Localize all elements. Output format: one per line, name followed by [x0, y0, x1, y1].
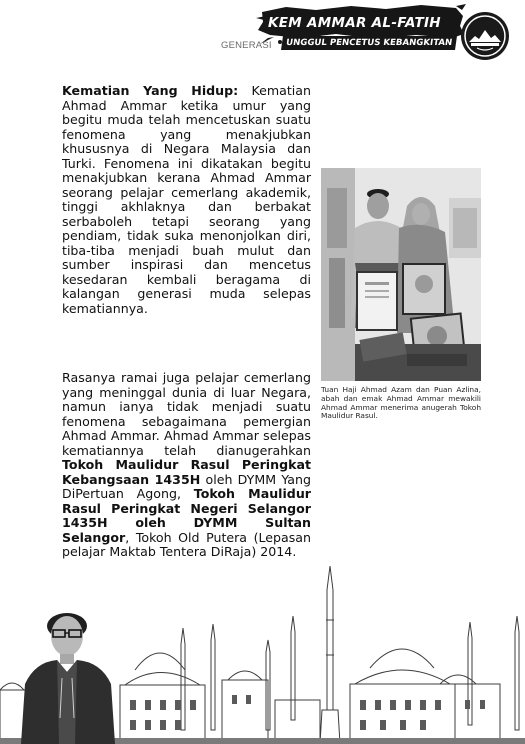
- header-subtitle-right: UNGGUL PENCETUS KEBANGKITAN: [281, 36, 457, 50]
- photo-caption: Tuan Haji Ahmad Azam dan Puan Azlina, abah dan emak Ahmad Ammar mewakili Ahmad Ammar menerima anugerah Tokoh Maulidur Rasul.: [321, 385, 481, 421]
- student-portrait: [15, 598, 120, 744]
- paragraph-1: [62, 84, 311, 316]
- award-photo-image: [321, 168, 481, 381]
- award-national: Tokoh Maulidur Rasul Peringkat Kebangsaan 1435H: [62, 457, 311, 487]
- paragraph-1-lead: Kematian Yang Hidup:: [62, 83, 239, 98]
- paragraph-1-text: Kematian Ahmad Ammar ketika umur yang begitu muda telah mencetuskan suatu fenomena yang menakjubkan khususnya di Negara Malaysia dan Turki. Fenomena ini dikatakan begitu menakjubkan kerana Ahmad Ammar seorang pelajar cemerlang akademik, tinggi akhlaknya dan berbakat serbaboleh tetapi seorang yang pendiam, tidak suka menonjolkan diri, tiba-tiba menjadi buah mulut dan sumber inspirasi dan mencetus kesedaran kembali beragama di kalangan generasi muda selepas kematiannya.: [62, 83, 311, 316]
- camp-logo: [459, 10, 511, 62]
- header-subtitle-left: GENERASI: [221, 40, 272, 51]
- award-photo: [321, 168, 481, 381]
- award-selangor: Tokoh Maulidur Rasul Peringkat Negeri Selangor 1435H oleh DYMM Sultan Selangor: [62, 486, 312, 545]
- paragraph-2-text-d: , Tokoh Old Putera (Lepasan pelajar Maktab Tentera DiRaja) 2014.: [62, 529, 311, 559]
- paragraph-2-text-a: Rasanya ramai juga pelajar cemerlang yang meninggal dunia di luar Negara, namun ianya tidak menjadi suatu fenomena sebagaimana pemergian Ahmad Ammar. Ahmad Ammar selepas kematiannya telah dianugerahkan: [62, 370, 311, 458]
- page-header: [0, 0, 525, 70]
- paragraph-2-text-c: oleh DYMM Yang DiPertuan Agong,: [62, 471, 311, 501]
- header-title: KEM AMMAR AL-FATIH: [268, 15, 441, 31]
- paragraph-2: [62, 371, 311, 560]
